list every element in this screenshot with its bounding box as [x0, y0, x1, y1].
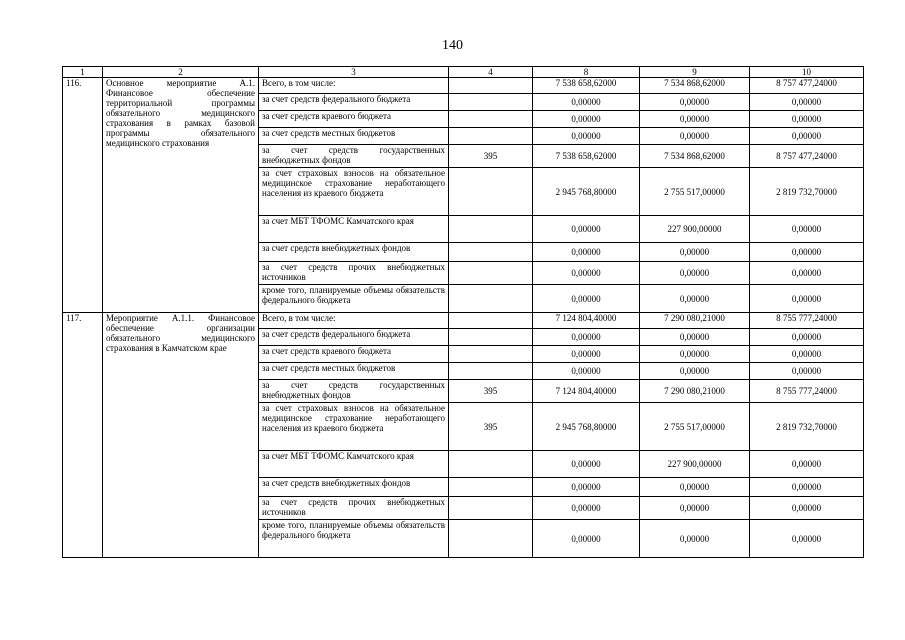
value-col-8: 0,00000: [533, 451, 640, 478]
funding-source: за счет средств федерального бюджета: [259, 329, 449, 346]
funding-source: за счет средств федерального бюджета: [259, 94, 449, 111]
value-col-8: 0,00000: [533, 216, 640, 243]
value-col-8: 0,00000: [533, 497, 640, 520]
row-number: 116.: [63, 78, 103, 313]
value-col-8: 7 124 804,40000: [533, 313, 640, 329]
funding-source: за счет средств местных бюджетов: [259, 128, 449, 145]
value-col-8: 0,00000: [533, 520, 640, 558]
budget-code: 395: [449, 380, 533, 403]
value-col-8: 2 945 768,80000: [533, 168, 640, 216]
funding-source: за счет МБТ ТФОМС Камчатского края: [259, 216, 449, 243]
value-col-10: 0,00000: [750, 262, 864, 285]
value-col-9: 0,00000: [640, 497, 750, 520]
value-col-8: 0,00000: [533, 262, 640, 285]
budget-code: [449, 497, 533, 520]
value-col-9: 0,00000: [640, 111, 750, 128]
value-col-10: 0,00000: [750, 329, 864, 346]
budget-code: [449, 78, 533, 94]
value-col-10: 0,00000: [750, 216, 864, 243]
column-header: 1: [63, 67, 103, 78]
value-col-10: 0,00000: [750, 111, 864, 128]
column-header: 9: [640, 67, 750, 78]
funding-source: за счет страховых взносов на обязательное медицинское страхование неработающего населения из краевого бюджета: [259, 168, 449, 216]
value-col-10: 0,00000: [750, 285, 864, 313]
value-col-9: 227 900,00000: [640, 451, 750, 478]
value-col-10: 8 757 477,24000: [750, 145, 864, 168]
value-col-10: 2 819 732,70000: [750, 168, 864, 216]
value-col-10: 0,00000: [750, 128, 864, 145]
value-col-10: 8 755 777,24000: [750, 380, 864, 403]
funding-source: за счет средств краевого бюджета: [259, 346, 449, 363]
budget-code: [449, 128, 533, 145]
funding-source: Всего, в том числе:: [259, 313, 449, 329]
budget-code: [449, 111, 533, 128]
value-col-9: 0,00000: [640, 329, 750, 346]
budget-code: [449, 216, 533, 243]
column-header: 2: [103, 67, 259, 78]
budget-code: [449, 243, 533, 262]
column-header: 4: [449, 67, 533, 78]
value-col-9: 7 534 868,62000: [640, 78, 750, 94]
budget-table: [62, 66, 864, 558]
value-col-8: 0,00000: [533, 346, 640, 363]
funding-source: кроме того, планируемые объемы обязательств федерального бюджета: [259, 520, 449, 558]
value-col-10: 0,00000: [750, 478, 864, 497]
value-col-9: 227 900,00000: [640, 216, 750, 243]
value-col-9: 0,00000: [640, 478, 750, 497]
column-header: 3: [259, 67, 449, 78]
value-col-8: 7 124 804,40000: [533, 380, 640, 403]
table-row: [63, 313, 864, 329]
funding-source: кроме того, планируемые объемы обязательств федерального бюджета: [259, 285, 449, 313]
budget-code: [449, 478, 533, 497]
value-col-9: 0,00000: [640, 346, 750, 363]
value-col-10: 0,00000: [750, 497, 864, 520]
value-col-8: 0,00000: [533, 243, 640, 262]
funding-source: за счет средств государственных внебюджетных фондов: [259, 145, 449, 168]
activity-name: Мероприятие А.1.1. Финансовое обеспечение организации обязательного медицинского страхования в Камчатском крае: [103, 313, 259, 558]
page-number: 140: [442, 38, 463, 53]
value-col-8: 7 538 658,62000: [533, 78, 640, 94]
value-col-10: 8 757 477,24000: [750, 78, 864, 94]
budget-code: [449, 451, 533, 478]
value-col-8: 0,00000: [533, 478, 640, 497]
value-col-8: 0,00000: [533, 285, 640, 313]
value-col-9: 2 755 517,00000: [640, 403, 750, 451]
budget-code: [449, 346, 533, 363]
value-col-8: 0,00000: [533, 111, 640, 128]
funding-source: за счет средств краевого бюджета: [259, 111, 449, 128]
funding-source: за счет МБТ ТФОМС Камчатского края: [259, 451, 449, 478]
value-col-9: 0,00000: [640, 285, 750, 313]
value-col-8: 0,00000: [533, 363, 640, 380]
value-col-10: 0,00000: [750, 346, 864, 363]
budget-code: [449, 313, 533, 329]
value-col-9: 0,00000: [640, 520, 750, 558]
column-header-row: [63, 67, 864, 78]
value-col-9: 0,00000: [640, 262, 750, 285]
column-header: 8: [533, 67, 640, 78]
row-number: 117.: [63, 313, 103, 558]
value-col-10: 8 755 777,24000: [750, 313, 864, 329]
funding-source: Всего, в том числе:: [259, 78, 449, 94]
budget-code: [449, 285, 533, 313]
budget-code: [449, 94, 533, 111]
value-col-9: 0,00000: [640, 128, 750, 145]
funding-source: за счет средств прочих внебюджетных источников: [259, 262, 449, 285]
value-col-9: 7 290 080,21000: [640, 380, 750, 403]
budget-code: [449, 363, 533, 380]
budget-code: [449, 168, 533, 216]
value-col-9: 7 290 080,21000: [640, 313, 750, 329]
funding-source: за счет средств государственных внебюджетных фондов: [259, 380, 449, 403]
activity-name: Основное мероприятие А.1. Финансовое обеспечение территориальной программы обязательного медицинского страхования в рамках базовой программы обязательного медицинского страхования: [103, 78, 259, 313]
value-col-8: 0,00000: [533, 128, 640, 145]
funding-source: за счет средств прочих внебюджетных источников: [259, 497, 449, 520]
budget-code: 395: [449, 403, 533, 451]
value-col-8: 2 945 768,80000: [533, 403, 640, 451]
budget-code: [449, 262, 533, 285]
budget-code: 395: [449, 145, 533, 168]
column-header: 10: [750, 67, 864, 78]
funding-source: за счет средств внебюджетных фондов: [259, 478, 449, 497]
value-col-9: 0,00000: [640, 363, 750, 380]
value-col-9: 0,00000: [640, 94, 750, 111]
budget-code: [449, 520, 533, 558]
value-col-8: 0,00000: [533, 329, 640, 346]
budget-code: [449, 329, 533, 346]
value-col-8: 0,00000: [533, 94, 640, 111]
table-row: [63, 78, 864, 94]
value-col-10: 0,00000: [750, 243, 864, 262]
value-col-10: 0,00000: [750, 520, 864, 558]
value-col-9: 0,00000: [640, 243, 750, 262]
funding-source: за счет страховых взносов на обязательное медицинское страхование неработающего населения из краевого бюджета: [259, 403, 449, 451]
funding-source: за счет средств местных бюджетов: [259, 363, 449, 380]
value-col-10: 2 819 732,70000: [750, 403, 864, 451]
value-col-9: 2 755 517,00000: [640, 168, 750, 216]
value-col-9: 7 534 868,62000: [640, 145, 750, 168]
funding-source: за счет средств внебюджетных фондов: [259, 243, 449, 262]
value-col-10: 0,00000: [750, 363, 864, 380]
value-col-10: 0,00000: [750, 451, 864, 478]
value-col-10: 0,00000: [750, 94, 864, 111]
value-col-8: 7 538 658,62000: [533, 145, 640, 168]
